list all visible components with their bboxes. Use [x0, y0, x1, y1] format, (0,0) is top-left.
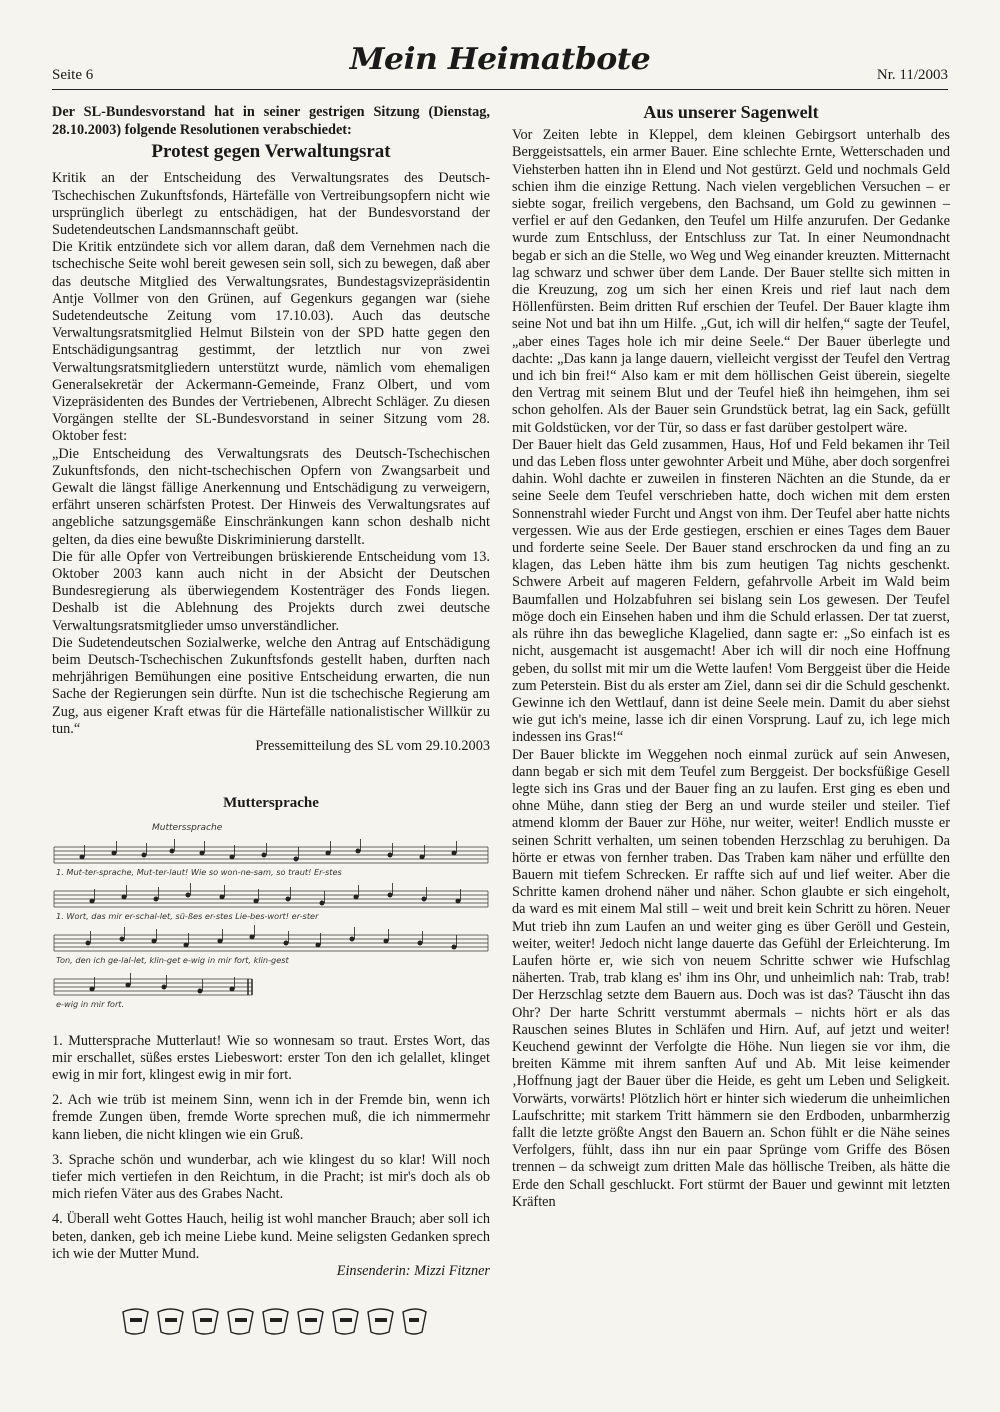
song-verse: 2. Ach wie trüb ist meinem Sinn, wenn ich in der Fremde bin, wenn ich fremde Zungen üben, fremde Worte sprechen muß, die ich nimmermehr kann lieben, die nicht klingen wie ein Gruß.	[52, 1092, 490, 1143]
song-title: Muttersprache	[223, 795, 319, 812]
score-lyric-line: 1. Wort, das mir er-schal-let, sü-ßes er-stes Lie-bes-wort! er-ster	[56, 910, 319, 921]
song-verse: 3. Sprache schön und wunderbar, ach wie klingest du so klar! Will noch tiefer mich vertiefen in den Reichtum, in die Pracht; ist mir's doch als ob mich riefen Väter aus des Grabes Nacht.	[52, 1151, 490, 1203]
score-lyric-line: e-wig in mir fort.	[56, 998, 125, 1009]
song-sender: Einsenderin: Mizzi Fitzner	[336, 1262, 490, 1279]
issue-number: Nr. 11/2003	[876, 67, 948, 83]
legend-paragraph: Der Bauer hielt das Geld zusammen, Haus, Hof und Feld bekamen ihr Teil und das Leben floss unter gewohnter Arbeit und Mühe, aber doch sorgenfrei dahin. Wohl dachte er zuweilen in finsteren Nächten an die Stunde, da er seine Seele dem Teufel verschrieben hatte, doch wichen mit dem ersten Sonnenstrahl wieder Furcht und Angst von ihm. Der Teufel aber hatte nichts vergessen. Wie aus der Erde gestiegen, erschien er eines Tages dem Bauer und forderte seine Seele. Der Bauer stand erschrocken da und fing an zu klagen, das Leben hätte ihm bis zum heutigen Tag nichts geschenkt. Schwere Arbeit auf mageren Feldern, gefahrvolle Arbeit im Wald beim Baumfallen und Holzabfuhren sei bislang sein Los gewesen. Der Teufel möge doch ein Einsehen haben und ihm die Schuld erlassen. Der tat zuerst, als rühre ihn das bewegliche Klagelied, dann sagte er: „So einfach ist es nicht, ausgemacht ist ausgemacht! Aber ich will dir noch eine Hoffnung geben, du sollst mit mir um die Wette laufen! Vom Berggeist über die Heide zum Peterstein. Bist du als erster am Ziel, dann sei dir die Schuld geschenkt. Gewinne ich den Wettlauf, dann ist deine Seele mein. Damit du aber siehst wie gut ich's meine, lasse ich dir einen Vorsprung. Lauf zu, ich lege mich indessen ins Gras!“	[512, 436, 950, 746]
article-paragraph: Die Sudetendeutschen Sozialwerke, welche den Antrag auf Entschädigung beim Deutsch-Tschechischen Zukunftsfonds gestellt haben, durften nach mehrjährigen Bemühungen eine positive Entscheidung erwarten, die nun Sache der Regierungen sein dürfte. Nun ist die tschechische Regierung am Zug, aus eigener Kraft etwas für die Härtefälle nationalistischer Willkür zu tun.“	[52, 634, 490, 737]
score-lyric-line: 1. Mut-ter-sprache, Mut-ter-laut! Wie so won-ne-sam, so traut! Er-stes	[56, 866, 342, 877]
press-credit: Pressemitteilung des SL vom 29.10.2003	[255, 738, 490, 755]
resolution-intro: Der SL-Bundesvorstand hat in seiner gestrigen Sitzung (Dienstag, 28.10.2003) folgende Resolutionen verabschiedet:	[52, 104, 490, 138]
legend-title: Aus unserer Sagenwelt	[643, 102, 819, 122]
legend-paragraph: Vor Zeiten lebte in Kleppel, dem kleinen Gebirgsort unterhalb des Berggeistsattels, ein armer Bauer. Eine schlechte Ernte, Wetterschaden und Viehsterben hatten ihn in Elend und Not gestürzt. Geld und nochmals Geld schien ihm die einzige Rettung. Nach vielen vergeblichen Versuchen – er siebte sogar, freilich vergebens, den Bachsand, um Gold zu gewinnen – verfiel er auf den Gedanken, den Teufel um Hilfe anzurufen. Der Gedanke wurde zum Entschluss, der Entschluss zur Tat. In einer Neumondnacht begab er sich an die Stelle, wo Weg und Weg einander kreuzten. Mitternacht lag schwarz und schwer über dem Lande. Der Bauer stellte sich mitten in die Kreuzung, zog um sich her einen Kreis und rief laut nach dem Höllenfürsten. Beim dritten Ruf erschien der Teufel. Der Bauer klagte ihm seine Not und bat ihn um Hilfe. „Gut, ich will dir helfen,“ sagte der Teufel, „aber eines Tages hole ich mir deine Seele.“ Der Bauer überlegte und dachte: „Das kann ja lange dauern, vielleicht vergisst der Teufel den Vertrag und ich bin frei!“ Also kam er mit dem höllischen Geist überein, siegelte den Vertrag mit seinem Blut und der Teufel hieß ihn heimgehen, ihm sei schon geholfen. Als der Bauer sein Grundstück betrat, lag ein Sack, gefüllt mit Goldstücken, vor der Tür, so dass er fast darüber gestolpert wäre.	[512, 127, 950, 436]
left-column	[52, 104, 490, 1338]
sheet-music	[52, 817, 490, 1027]
header-rule	[52, 89, 948, 90]
article-paragraph: Kritik an der Entscheidung des Verwaltungsrates des Deutsch-Tschechischen Zukunftsfonds, Härtefälle von Vertreibungsopfern nicht wie ursprünglich überlegt zu entschädigen, hat der Bundesvorstand der Sudetendeutschen Landsmannschaft geübt.	[52, 170, 490, 238]
decorative-ornament	[52, 1304, 490, 1338]
sheet-music-staves	[52, 817, 490, 1027]
article-title: Protest gegen Verwaltungsrat	[151, 141, 391, 163]
article-paragraph: Die Kritik entzündete sich vor allem daran, daß dem Vernehmen nach die tschechische Seite wohl bereit gewesen sein soll, sich zu bewegen, daß aber das deutsche Mitglied des Verwaltungsrates, Bundestagsvizepräsidentin Antje Vollmer von den Grünen, auf Gegenkurs gegangen war (siehe Sudetendeutsche Zeitung vom 17.10.03). Auch das deutsche Verwaltungsratsmitglied Helmut Bilstein von der SPD hatte gegen den Entschädigungsantrag gestimmt, der letztlich nur von zwei Verwaltungsratsmitgliedern unterstützt wurde, nämlich vom ehemaligen Generalsekretär der Ackermann-Gemeinde, Franz Olbert, und vom Vizepräsidenten des Bundes der Vertriebenen, Albrecht Schläger. Zu diesen Vorgängen stellte der SL-Bundesvorstand in seiner Sitzung vom 28. Oktober fest:	[52, 239, 490, 445]
score-caption: Mutterssprache	[152, 822, 223, 833]
legend-paragraph: Der Bauer blickte im Weggehen noch einmal zurück auf sein Anwesen, dann begab er sich mit dem Teufel zum Berggeist. Der bocksfüßige Gesell legte sich ins Gras und der Bauer fing an zu laufen. Erst ging es eben und ohne Mühe, dann stieg der Berg an und wurde steiler und steiler. Tief atmend klomm der Bauer zur Höhe, nur weiter, weiter! Endlich musste er seinen Schritt verhalten, um seinen tobenden Herzschlag zu beruhigen. Da hörte er etwas von fernher traben. Das Traben kam näher und erfüllte den Bauern mit tiefem Schrecken. Er raffte sich auf und lief weiter. Aber die Schritte kamen drohend näher und näher. Schon glaubte er sich eingeholt, da ward es mit einem Mal still – weit und breit kein Schritt zu hören. Neuer Mut trieb ihn zum Laufen an und weiter ging es über Geröll und Gestein, weiter, weiter! Jedoch nicht lange dauerte das Gefühl der Erleichterung. Im Laufen hörte er, wie sich von neuem Schritte schwer wie Hufschlag näherten. Trab, trab klang es' ihm ins Ohr, und unheimlich nah: Trab, trab! Der Herzschlag setzte dem Bauern aus. Doch was ist das? Täuscht ihn das Ohr? Der harte Schritt verstummt abermals – nichts hört er als das Rauschen seines Blutes in Schläfen und Hirn. Auf, auf jetzt und weiter! Keuchend gewinnt der Verfolgte die Höhe. Nun liegen sie vor ihm, die breiten Kämme mit ihrem sanften Auf und Ab. Mit leise keimender ‚Hoffnung jagt der Bauer über die Heide, es geht um Leben und Seligkeit. Vorwärts, vorwärts! Plötzlich hört er hinter sich wiederum die unheimlichen Laufschritte; mit starkem Tritt hämmern sie den Erdboden, unbarmherzig fallt die letzte größte Angst den Bauern an. Schon fühlt er die Nähe seines Verfolgers, fühlt, dass ihn nur ein paar Sprünge vom Griffe des Bösen trennen – da schweigt zum dritten Male das höllische Treiben, als hätte die Erde den Schall geschluckt. Fort stürmt der Bauer und gewinnt mit letzten Kräften	[512, 746, 950, 1210]
article-paragraph: Die für alle Opfer von Vertreibungen brüskierende Entscheidung vom 13. Oktober 2003 kann auch nicht in der Absicht der Deutschen Bundesregierung als überwiegendem Kostenträger des Fonds liegen. Deshalb ist die Ablehnung des Projekts durch zwei deutsche Verwaltungsratsmitglieder umso unverständlicher.	[52, 548, 490, 634]
ornament-border-icon	[118, 1304, 428, 1338]
song-verse: 1. Muttersprache Mutterlaut! Wie so wonnesam so traut. Erstes Wort, das mir erschallet, süßes erstes Liebeswort: erster Ton den ich gelallet, klinget ewig in mir fort, klingest ewig in mir fort.	[52, 1032, 490, 1083]
song-verse: 4. Überall weht Gottes Hauch, heilig ist wohl mancher Brauch; aber soll ich beten, danken, geb ich meine Liebe kund. Meine seligsten Gedanken sprech ich wie der Mutter Mund.	[52, 1211, 490, 1262]
right-column	[512, 104, 950, 1211]
score-lyric-line: Ton, den ich ge-lal-let, klin-get e-wig in mir fort, klin-gest	[56, 954, 289, 965]
page-number: Seite 6	[52, 67, 94, 83]
masthead-logo: Mein Heimatbote	[349, 42, 651, 77]
article-paragraph: „Die Entscheidung des Verwaltungsrats des Deutsch-Tschechischen Zukunftsfonds, den nicht-tschechischen Opfern von Zwangsarbeit und Gewalt die längst fällige Anerkennung und Entschädigung zu verweigern, erfährt unseren schärfsten Protest. Der Hinweis des Verwaltungsrates auf angebliche satzungsgemäße Einschränkungen kann schon deshalb nicht gelten, da dies eine bewußte Diskriminierung darstellt.	[52, 445, 490, 548]
